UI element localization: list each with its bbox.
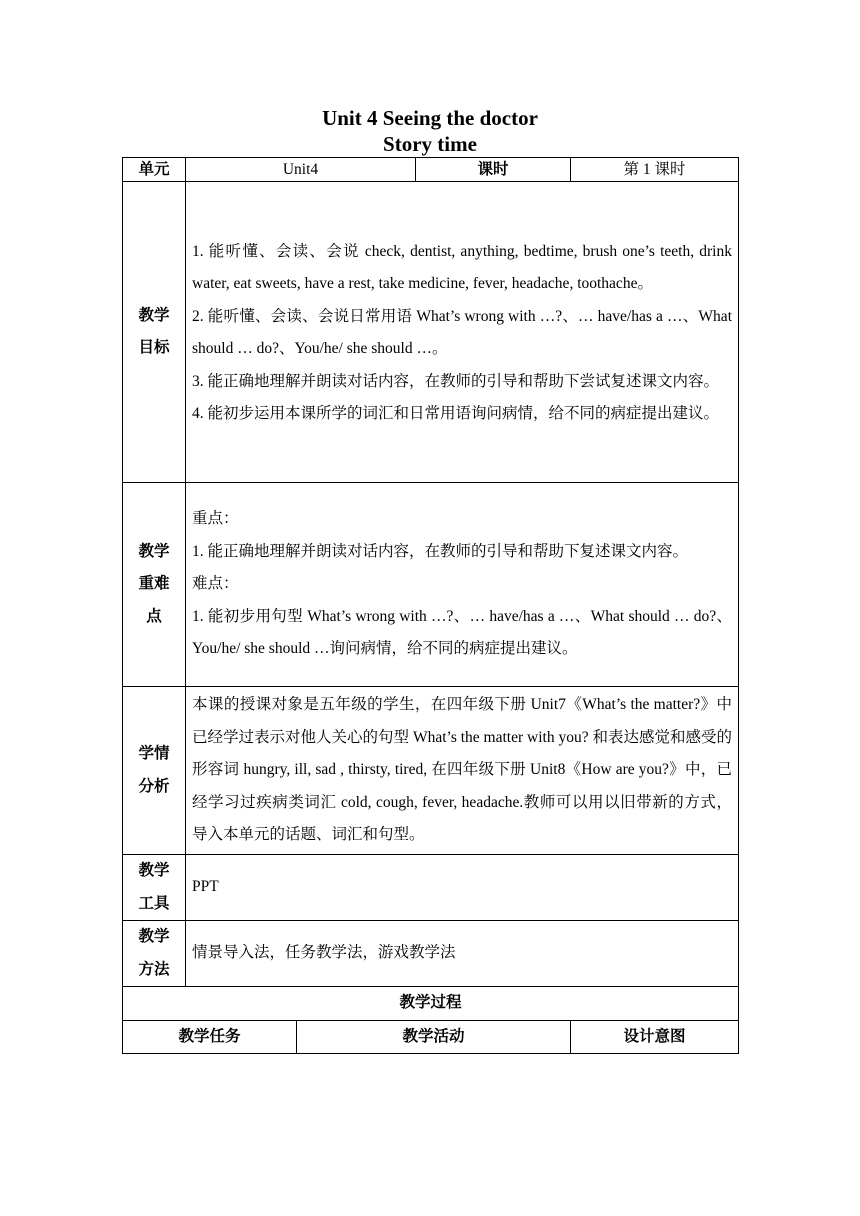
col-intent-header: 设计意图 <box>571 1020 739 1054</box>
tools-row <box>123 855 739 921</box>
process-header-row <box>123 1020 739 1054</box>
lesson-plan-table <box>122 157 739 1054</box>
document-title: Unit 4 Seeing the doctor <box>322 106 538 130</box>
key-heading: 重点： <box>192 510 239 528</box>
objectives-label: 教学 目标 <box>123 182 186 483</box>
period-label: 课时 <box>416 158 571 182</box>
process-row <box>123 987 739 1021</box>
tools-label: 教学 工具 <box>123 855 186 921</box>
process-label: 教学过程 <box>123 987 739 1021</box>
objectives-content <box>186 182 739 483</box>
objective-item: 4. 能初步运用本课所学的词汇和日常用语询问病情，给不同的病症提出建议。 <box>192 405 720 422</box>
objectives-row <box>123 182 739 483</box>
difficult-text: 1. 能初步用句型 What’s wrong with …?、… have/has a …、What should … do?、You/he/ she should …询问病情，给不同的病症提出建议。 <box>192 607 732 658</box>
key-text: 1. 能正确地理解并朗读对话内容，在教师的引导和帮助下复述课文内容。 <box>192 542 689 560</box>
tools-value: PPT <box>186 855 739 921</box>
objective-item: 3. 能正确地理解并朗读对话内容，在教师的引导和帮助下尝试复述课文内容。 <box>192 372 720 390</box>
document-subtitle: Story time <box>383 132 477 156</box>
analysis-row <box>123 687 739 855</box>
unit-row <box>123 158 739 182</box>
period-value: 第 1 课时 <box>571 158 739 182</box>
unit-value: Unit4 <box>186 158 416 182</box>
analysis-text: 本课的授课对象是五年级的学生，在四年级下册 Unit7《What’s the matter?》中已经学过表示对他人关心的句型 What’s the matter with you? 和表达感觉和感受的形容词 hungry, ill, sad , thirsty, tired, 在四年级下册 Unit8《How are you?》中，已经学习过疾病类词汇 cold, cough, fever, headache.教师可以用以旧带新的方式，导入本单元的话题、词汇和句型。 <box>192 696 732 844</box>
methods-row <box>123 921 739 987</box>
difficult-heading: 难点： <box>192 575 239 593</box>
col-task-header: 教学任务 <box>123 1020 297 1054</box>
objective-item: 1. 能听懂、会读、会说 check, dentist, anything, bedtime, brush one’s teeth, drink water, eat sweets, have a rest, take medicine, fever, headache, toothache。 <box>192 242 732 292</box>
analysis-content <box>186 687 739 855</box>
key-difficult-content <box>186 483 739 687</box>
methods-label: 教学 方法 <box>123 921 186 987</box>
objective-item: 2. 能听懂、会读、会说日常用语 What’s wrong with …?、… have/has a …、What should … do?、You/he/ she should …。 <box>192 307 732 357</box>
unit-label: 单元 <box>123 158 186 182</box>
analysis-label: 学情 分析 <box>123 687 186 855</box>
col-activity-header: 教学活动 <box>297 1020 571 1054</box>
key-difficult-label: 教学 重难 点 <box>123 483 186 687</box>
methods-value: 情景导入法，任务教学法，游戏教学法 <box>186 921 739 987</box>
key-difficult-row <box>123 483 739 687</box>
